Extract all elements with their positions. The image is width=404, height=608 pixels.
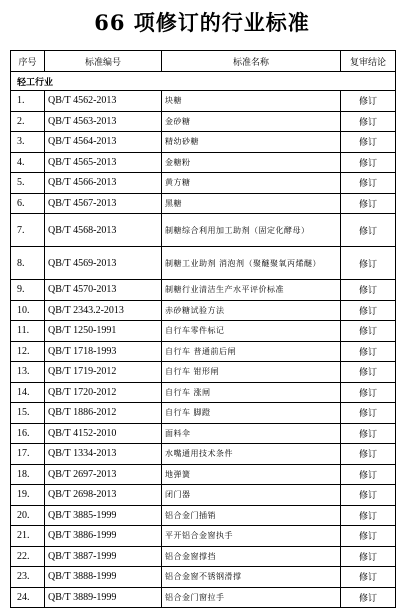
row-result: 修订 xyxy=(341,444,396,465)
row-seq: 8. xyxy=(11,247,45,280)
row-code: QB/T 2343.2-2013 xyxy=(45,300,162,321)
row-result: 修订 xyxy=(341,132,396,153)
row-code: QB/T 4152-2010 xyxy=(45,423,162,444)
row-name: 自行车 涨闸 xyxy=(162,382,341,403)
table-row xyxy=(11,152,396,173)
row-result: 修订 xyxy=(341,485,396,506)
row-seq: 23. xyxy=(11,567,45,588)
row-code: QB/T 1334-2013 xyxy=(45,444,162,465)
row-code: QB/T 4565-2013 xyxy=(45,152,162,173)
row-name: 铝合金窗不锈钢滑撑 xyxy=(162,567,341,588)
row-seq: 10. xyxy=(11,300,45,321)
table-row xyxy=(11,300,396,321)
row-seq: 17. xyxy=(11,444,45,465)
row-name: 制糖综合利用加工助剂（固定化酵母） xyxy=(162,214,341,247)
row-seq: 18. xyxy=(11,464,45,485)
row-result: 修订 xyxy=(341,587,396,608)
row-name: 黄方糖 xyxy=(162,173,341,194)
table-row xyxy=(11,546,396,567)
row-result: 修订 xyxy=(341,403,396,424)
row-name: 自行车零件标记 xyxy=(162,321,341,342)
row-code: QB/T 1250-1991 xyxy=(45,321,162,342)
row-code: QB/T 4563-2013 xyxy=(45,111,162,132)
row-result: 修订 xyxy=(341,382,396,403)
table-row xyxy=(11,247,396,280)
table-header-row xyxy=(11,51,396,72)
row-result: 修订 xyxy=(341,505,396,526)
row-name: 地弹簧 xyxy=(162,464,341,485)
row-name: 铝合金门插销 xyxy=(162,505,341,526)
row-code: QB/T 3889-1999 xyxy=(45,587,162,608)
row-code: QB/T 2697-2013 xyxy=(45,464,162,485)
table-row xyxy=(11,132,396,153)
header-result: 复审结论 xyxy=(341,51,396,72)
row-seq: 24. xyxy=(11,587,45,608)
row-seq: 16. xyxy=(11,423,45,444)
header-code: 标准编号 xyxy=(45,51,162,72)
row-seq: 21. xyxy=(11,526,45,547)
table-row xyxy=(11,444,396,465)
table-row xyxy=(11,193,396,214)
row-seq: 7. xyxy=(11,214,45,247)
row-seq: 12. xyxy=(11,341,45,362)
row-code: QB/T 3887-1999 xyxy=(45,546,162,567)
row-result: 修订 xyxy=(341,91,396,112)
table-row xyxy=(11,321,396,342)
table-row xyxy=(11,214,396,247)
row-result: 修订 xyxy=(341,300,396,321)
row-result: 修订 xyxy=(341,362,396,383)
row-name: 铝合金门窗拉手 xyxy=(162,587,341,608)
table-row xyxy=(11,587,396,608)
row-result: 修订 xyxy=(341,193,396,214)
row-name: 自行车 脚蹬 xyxy=(162,403,341,424)
table-row xyxy=(11,505,396,526)
table-row xyxy=(11,91,396,112)
row-name: 赤砂糖试验方法 xyxy=(162,300,341,321)
row-name: 自行车 钳形闸 xyxy=(162,362,341,383)
row-result: 修订 xyxy=(341,567,396,588)
row-seq: 3. xyxy=(11,132,45,153)
row-seq: 20. xyxy=(11,505,45,526)
row-code: QB/T 3885-1999 xyxy=(45,505,162,526)
row-name: 制糖行业清洁生产水平评价标准 xyxy=(162,280,341,301)
row-name: 闭门器 xyxy=(162,485,341,506)
table-row xyxy=(11,485,396,506)
row-seq: 4. xyxy=(11,152,45,173)
row-seq: 5. xyxy=(11,173,45,194)
row-result: 修订 xyxy=(341,280,396,301)
row-name: 制糖工业助剂 消泡剂（聚醚聚氧丙烯醚） xyxy=(162,247,341,280)
row-seq: 6. xyxy=(11,193,45,214)
row-result: 修订 xyxy=(341,247,396,280)
row-result: 修订 xyxy=(341,321,396,342)
table-row xyxy=(11,111,396,132)
row-seq: 11. xyxy=(11,321,45,342)
row-result: 修订 xyxy=(341,152,396,173)
row-seq: 22. xyxy=(11,546,45,567)
row-code: QB/T 4566-2013 xyxy=(45,173,162,194)
standards-table xyxy=(10,50,396,608)
row-name: 精幼砂糖 xyxy=(162,132,341,153)
row-result: 修订 xyxy=(341,173,396,194)
table-row xyxy=(11,464,396,485)
table-row xyxy=(11,280,396,301)
row-result: 修订 xyxy=(341,546,396,567)
row-result: 修订 xyxy=(341,423,396,444)
row-code: QB/T 2698-2013 xyxy=(45,485,162,506)
row-code: QB/T 1720-2012 xyxy=(45,382,162,403)
row-name: 水嘴通用技术条件 xyxy=(162,444,341,465)
row-code: QB/T 3888-1999 xyxy=(45,567,162,588)
row-seq: 1. xyxy=(11,91,45,112)
row-name: 面料伞 xyxy=(162,423,341,444)
row-code: QB/T 4567-2013 xyxy=(45,193,162,214)
table-row xyxy=(11,362,396,383)
table-row xyxy=(11,382,396,403)
page-title: 66 项修订的行业标准 xyxy=(94,10,310,35)
table-row xyxy=(11,423,396,444)
row-seq: 13. xyxy=(11,362,45,383)
row-name: 块糖 xyxy=(162,91,341,112)
row-code: QB/T 4568-2013 xyxy=(45,214,162,247)
category-label: 轻工行业 xyxy=(11,72,396,91)
row-code: QB/T 1886-2012 xyxy=(45,403,162,424)
row-name: 铝合金窗撑挡 xyxy=(162,546,341,567)
row-code: QB/T 1718-1993 xyxy=(45,341,162,362)
row-seq: 2. xyxy=(11,111,45,132)
row-seq: 14. xyxy=(11,382,45,403)
row-name: 平开铝合金窗执手 xyxy=(162,526,341,547)
row-seq: 15. xyxy=(11,403,45,424)
category-row xyxy=(11,72,396,91)
table-row xyxy=(11,341,396,362)
row-seq: 19. xyxy=(11,485,45,506)
header-name: 标准名称 xyxy=(162,51,341,72)
row-seq: 9. xyxy=(11,280,45,301)
row-result: 修订 xyxy=(341,214,396,247)
header-seq: 序号 xyxy=(11,51,45,72)
row-result: 修订 xyxy=(341,464,396,485)
table-row xyxy=(11,403,396,424)
row-code: QB/T 4562-2013 xyxy=(45,91,162,112)
table-row xyxy=(11,567,396,588)
row-code: QB/T 4569-2013 xyxy=(45,247,162,280)
table-row xyxy=(11,173,396,194)
row-name: 金砂糖 xyxy=(162,111,341,132)
row-name: 金糖粉 xyxy=(162,152,341,173)
row-result: 修订 xyxy=(341,526,396,547)
row-result: 修订 xyxy=(341,341,396,362)
row-code: QB/T 3886-1999 xyxy=(45,526,162,547)
row-code: QB/T 1719-2012 xyxy=(45,362,162,383)
table-row xyxy=(11,526,396,547)
row-code: QB/T 4570-2013 xyxy=(45,280,162,301)
row-code: QB/T 4564-2013 xyxy=(45,132,162,153)
row-name: 黑糖 xyxy=(162,193,341,214)
row-result: 修订 xyxy=(341,111,396,132)
row-name: 自行车 普通前后闸 xyxy=(162,341,341,362)
